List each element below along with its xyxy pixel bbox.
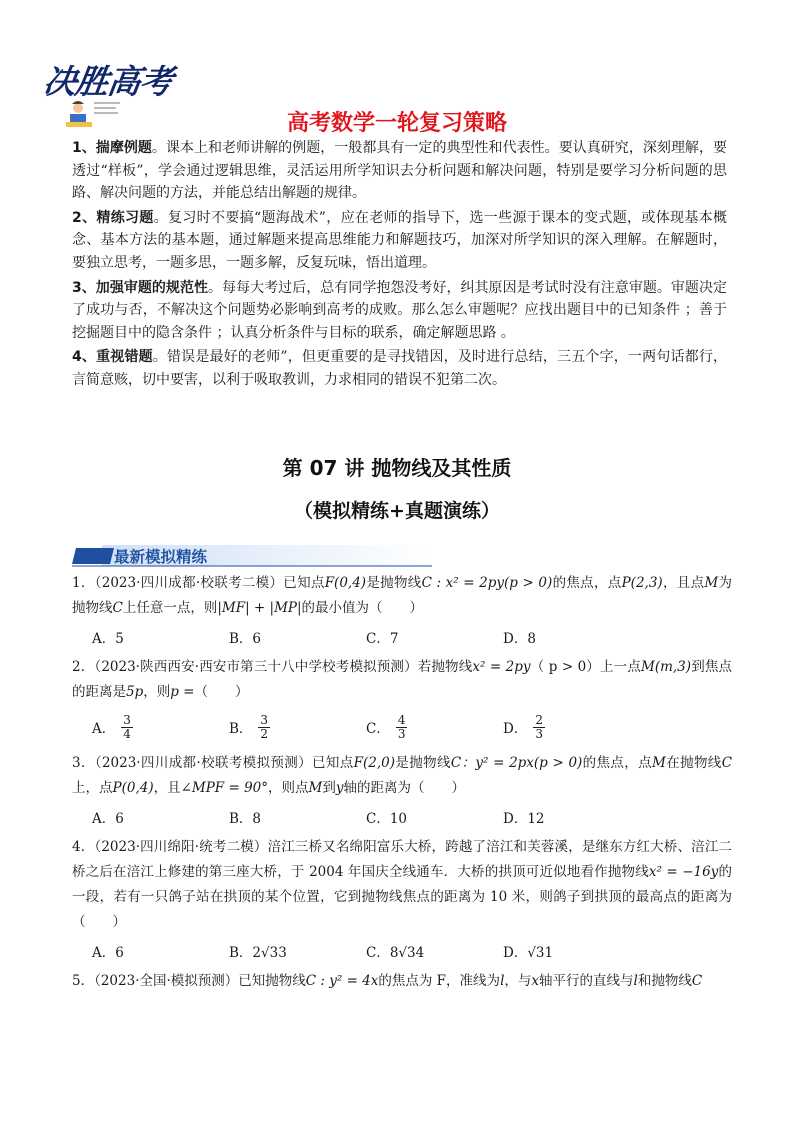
q1-point: P(2,3) <box>621 575 663 591</box>
denominator: 2 <box>260 726 269 741</box>
option-a: A．6 <box>92 811 124 827</box>
q1-m: M <box>704 575 719 591</box>
q3-options <box>72 804 732 830</box>
q2-text: 2．（2023·陕西西安·西安市第三十八中学校考模拟预测）若抛物线 <box>72 659 473 675</box>
q5-l: l <box>633 973 638 989</box>
strategy-item <box>72 346 727 391</box>
q3-text: ，且 <box>153 780 181 796</box>
q1-text: 的最小值为（ ） <box>301 600 424 616</box>
q3-text: 在抛物线 <box>665 755 722 771</box>
q1-curve: C : x² = 2py(p > 0) <box>421 575 553 591</box>
lecture-title: 第 07 讲 抛物线及其性质 <box>282 456 512 480</box>
option-label: C． <box>366 721 390 737</box>
q3-text: 上，点 <box>72 780 113 796</box>
strategy-heading: 3、加强审题的规范性 <box>72 279 209 296</box>
q2-text: （ ） <box>194 684 249 700</box>
q1-options <box>72 624 732 650</box>
q1-text: 为抛物线 <box>72 575 733 616</box>
question-list <box>72 571 732 994</box>
option-c: C．8√34 <box>366 945 425 961</box>
q1-expression: |MF| + |MP| <box>217 600 302 616</box>
q3-point: P(0,4) <box>112 780 154 796</box>
q1-focus: F(0,4) <box>324 575 367 591</box>
q5-text: 5．（2023·全国·模拟预测）已知抛物线 <box>72 973 306 989</box>
q3-text: 轴的距离为（ ） <box>343 780 465 796</box>
strategy-text: 。复习时不要搞“题海战术”，应在老师的指导下，选一些源于课本的变式题，或体现基本概念、基本方法的基本题，通过解题来提高思维能力和解题技巧，加深对所学知识的深入理解。在解题时，要独立思考，一题多思，一题多解，反复玩味，悟出道理。 <box>72 209 728 271</box>
strategy-text: 。课本上和老师讲解的例题，一般都具有一定的典型性和代表性。要认真研究，深刻理解，要透过“样板”，学会通过逻辑思维，灵活运用所学知识去分析问题和解决问题，特别是要学习分析问题的思路、解决问题的方法，并能总结出解题的规律。 <box>72 140 727 202</box>
fraction <box>396 714 408 741</box>
option-c: C．10 <box>366 811 408 827</box>
strategy-text: 。每每大考过后，总有同学抱怨没考好，纠其原因是考试时没有注意审题。审题决定了成功与否，不解决这个问题势必影响到高考的成败。那么怎么审题呢？应找出题目中的已知条件 ；善于挖掘题目中的隐含条件 ；认真分析条件与目标的联系，确定解题思路 。 <box>72 279 727 341</box>
option-b: B．2√33 <box>229 945 287 961</box>
logo-text: 决胜高考 <box>40 62 175 101</box>
strategy-section <box>72 137 727 394</box>
question-1 <box>72 571 732 621</box>
q5-c: C <box>691 973 703 989</box>
q3-c: C <box>721 755 733 771</box>
q4-curve: x² = −16y <box>648 864 719 880</box>
fraction <box>533 714 545 741</box>
q1-text: 1．（2023·四川成都·校联考二模）已知点 <box>72 575 325 591</box>
q1-text: 是抛物线 <box>366 575 422 591</box>
numerator: 3 <box>123 712 131 727</box>
strategy-item <box>72 207 727 275</box>
q3-text: 的焦点，点 <box>582 755 653 771</box>
numerator: 4 <box>397 712 406 727</box>
fraction <box>121 714 133 741</box>
lecture-subtitle: （模拟精练+真题演练） <box>294 500 500 522</box>
q5-text: 的焦点为 F，准线为 <box>378 973 501 989</box>
option-b: B．6 <box>229 631 262 647</box>
page-title: 高考数学一轮复习策略 <box>286 111 507 136</box>
q2-text: ，则 <box>143 684 171 700</box>
question-2 <box>72 655 732 705</box>
strategy-heading: 1、揣摩例题 <box>72 140 152 156</box>
q3-text: 是抛物线 <box>395 755 451 771</box>
q4-options <box>72 938 732 964</box>
q3-angle: ∠MPF = 90° <box>180 780 269 796</box>
q5-l: l <box>500 973 505 989</box>
strategy-text: 。错误是最好的老师”，但更重要的是寻找错因，及时进行总结，三五个字，一两句话都行，言简意赅，切中要害，以利于吸取教训，力求相同的错误不犯第二次。 <box>72 349 727 388</box>
q4-text: 的一段，若有一只鸽子站在拱顶的某个位置，它到抛物线焦点的距离为 10 米，则鸽子到拱顶的最高点的距离为（ ） <box>72 864 732 930</box>
numerator: 3 <box>260 712 269 727</box>
q1-text: ，且点 <box>662 575 705 591</box>
option-a <box>92 708 229 746</box>
fraction <box>258 714 270 741</box>
q3-m: M <box>652 755 666 771</box>
q1-text: 的焦点，点 <box>552 575 622 591</box>
option-d: D．√31 <box>503 945 554 961</box>
option-d <box>503 708 640 746</box>
numerator: 2 <box>535 712 543 727</box>
q3-focus: F(2,0) <box>353 755 395 771</box>
section-title: 最新模拟精练 <box>114 548 208 566</box>
q3-text: 3．（2023·四川成都·校联考模拟预测）已知点 <box>72 755 354 771</box>
option-c <box>366 708 503 746</box>
denominator: 3 <box>397 726 406 741</box>
q2-options <box>72 708 732 746</box>
strategy-item <box>72 277 727 345</box>
q3-curve: C：y² = 2px(p > 0) <box>450 755 583 771</box>
q3-m: M <box>308 780 323 796</box>
option-label: D． <box>503 721 528 737</box>
q2-curve: x² = 2py <box>472 659 531 675</box>
option-b <box>229 708 366 746</box>
q3-text: 到 <box>322 780 336 796</box>
question-4 <box>72 835 732 935</box>
strategy-heading: 2、精练习题 <box>72 209 154 226</box>
option-a: A．5 <box>92 631 124 647</box>
question-5 <box>72 969 732 994</box>
q2-point: M(m,3) <box>641 659 692 675</box>
denominator: 4 <box>123 726 131 741</box>
denominator: 3 <box>535 726 543 741</box>
q5-x: x <box>531 973 540 989</box>
option-a: A．6 <box>92 945 124 961</box>
option-label: A． <box>92 721 116 737</box>
q2-p: p = <box>170 684 195 700</box>
option-d: D．12 <box>503 811 545 827</box>
q5-text: 和抛物线 <box>637 973 692 989</box>
q1-c: C <box>112 600 123 616</box>
q2-distance: 5p <box>126 684 144 700</box>
q5-curve: C : y² = 4x <box>305 973 379 989</box>
strategy-heading: 4、重视错题 <box>72 349 153 366</box>
option-label: B． <box>229 721 253 737</box>
q3-text: ，则点 <box>268 780 309 796</box>
q5-text: ，与 <box>504 973 532 989</box>
option-d: D．8 <box>503 631 536 647</box>
option-b: B．8 <box>229 811 262 827</box>
option-c: C．7 <box>366 631 399 647</box>
q2-condition: （ p > 0） <box>530 659 601 675</box>
q4-text: 4．（2023·四川绵阳·统考二模）涪江三桥又名绵阳富乐大桥，跨越了涪江和芙蓉溪，是继东方红大桥、涪江二桥之后在涪江上修建的第三座大桥，于 2004 年国庆全线通车．大桥的拱顶可近似地看作抛物线 <box>72 839 732 880</box>
q3-y: y <box>335 780 344 796</box>
q1-text: 上任意一点，则 <box>122 600 218 616</box>
q2-text: 上一点 <box>600 659 641 675</box>
q2-text: 到焦点的距离是 <box>72 659 733 700</box>
question-3 <box>72 751 732 801</box>
strategy-item <box>72 137 727 205</box>
q5-text: 轴平行的直线与 <box>539 973 634 989</box>
